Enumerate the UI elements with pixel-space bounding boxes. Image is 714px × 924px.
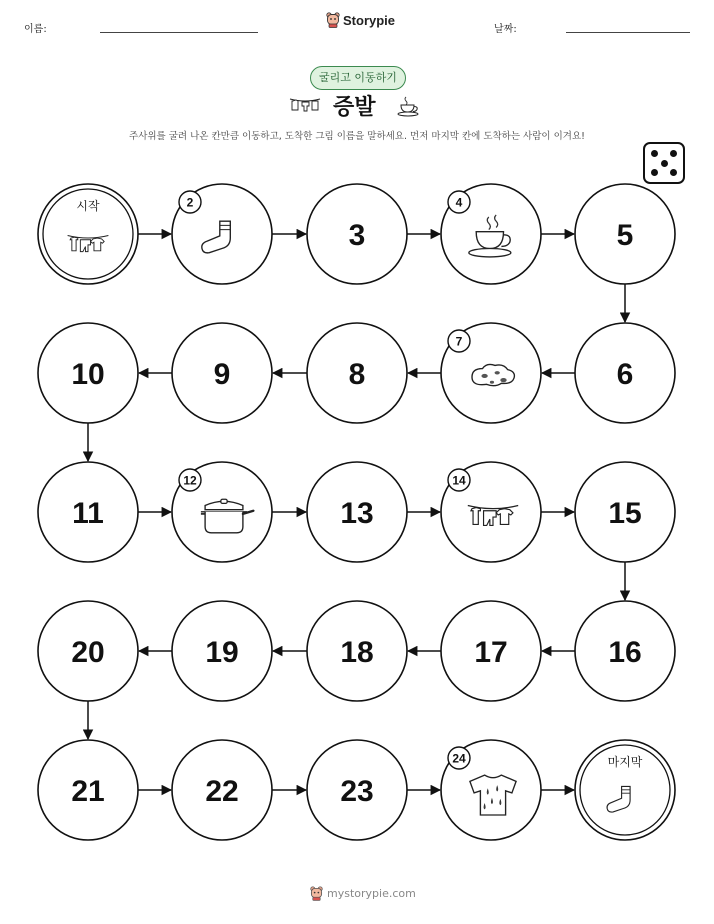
board-space-3[interactable] (307, 184, 407, 284)
board-space-24[interactable] (441, 740, 541, 840)
board-space-6[interactable] (575, 323, 675, 423)
board-space-20[interactable] (38, 601, 138, 701)
space-label: 마지막 (607, 755, 643, 769)
space-number: 21 (71, 775, 105, 808)
space-number: 14 (452, 473, 466, 488)
board-space-7[interactable] (441, 323, 541, 423)
space-number: 9 (213, 358, 231, 391)
board-space-17[interactable] (441, 601, 541, 701)
board-space-10[interactable] (38, 323, 138, 423)
board-space-19[interactable] (172, 601, 272, 701)
space-number: 23 (340, 775, 374, 808)
footer (310, 886, 416, 901)
space-number: 2 (186, 195, 194, 210)
board-space-2[interactable] (172, 184, 272, 284)
mascot-icon (310, 886, 323, 901)
board-space-4[interactable] (441, 184, 541, 284)
board-space-12[interactable] (172, 462, 272, 562)
space-number: 13 (340, 497, 374, 530)
board-space-14[interactable] (441, 462, 541, 562)
space-number: 16 (608, 636, 642, 669)
game-type-badge: 굴리고 이동하기 (310, 66, 406, 90)
space-label: 시작 (76, 199, 100, 213)
space-number: 22 (205, 775, 239, 808)
finish-space[interactable] (575, 740, 675, 840)
space-number: 17 (474, 636, 508, 669)
footer-site: mystorypie.com (327, 887, 416, 900)
space-number: 8 (348, 358, 366, 391)
board-space-9[interactable] (172, 323, 272, 423)
space-number: 11 (72, 497, 104, 530)
start-space[interactable] (38, 184, 138, 284)
page-title: 증발 (333, 95, 376, 120)
board-space-8[interactable] (307, 323, 407, 423)
space-number: 20 (71, 636, 105, 669)
board-space-11[interactable] (38, 462, 138, 562)
space-number: 19 (205, 636, 239, 669)
space-number: 24 (452, 751, 466, 766)
space-number: 6 (616, 358, 634, 391)
space-number: 7 (455, 334, 463, 349)
instructions: 주사위를 굴려 나온 칸만큼 이동하고, 도착한 그림 이름을 말하세요. 먼저 마지막 칸에 도착하는 사람이 이겨요! (129, 131, 585, 142)
board-space-22[interactable] (172, 740, 272, 840)
brand-name: Storypie (343, 12, 396, 28)
board-space-13[interactable] (307, 462, 407, 562)
space-number: 3 (348, 219, 366, 252)
space-number: 12 (183, 473, 197, 488)
date-label: 날짜: (494, 24, 517, 35)
board-space-5[interactable] (575, 184, 675, 284)
board-space-16[interactable] (575, 601, 675, 701)
space-number: 18 (340, 636, 374, 669)
board-space-15[interactable] (575, 462, 675, 562)
space-number: 10 (71, 358, 105, 391)
space-number: 4 (455, 195, 463, 210)
space-number: 15 (608, 497, 642, 530)
board-space-23[interactable] (307, 740, 407, 840)
board-space-21[interactable] (38, 740, 138, 840)
space-number: 5 (616, 219, 634, 252)
board-space-18[interactable] (307, 601, 407, 701)
name-label: 이름: (24, 24, 47, 35)
